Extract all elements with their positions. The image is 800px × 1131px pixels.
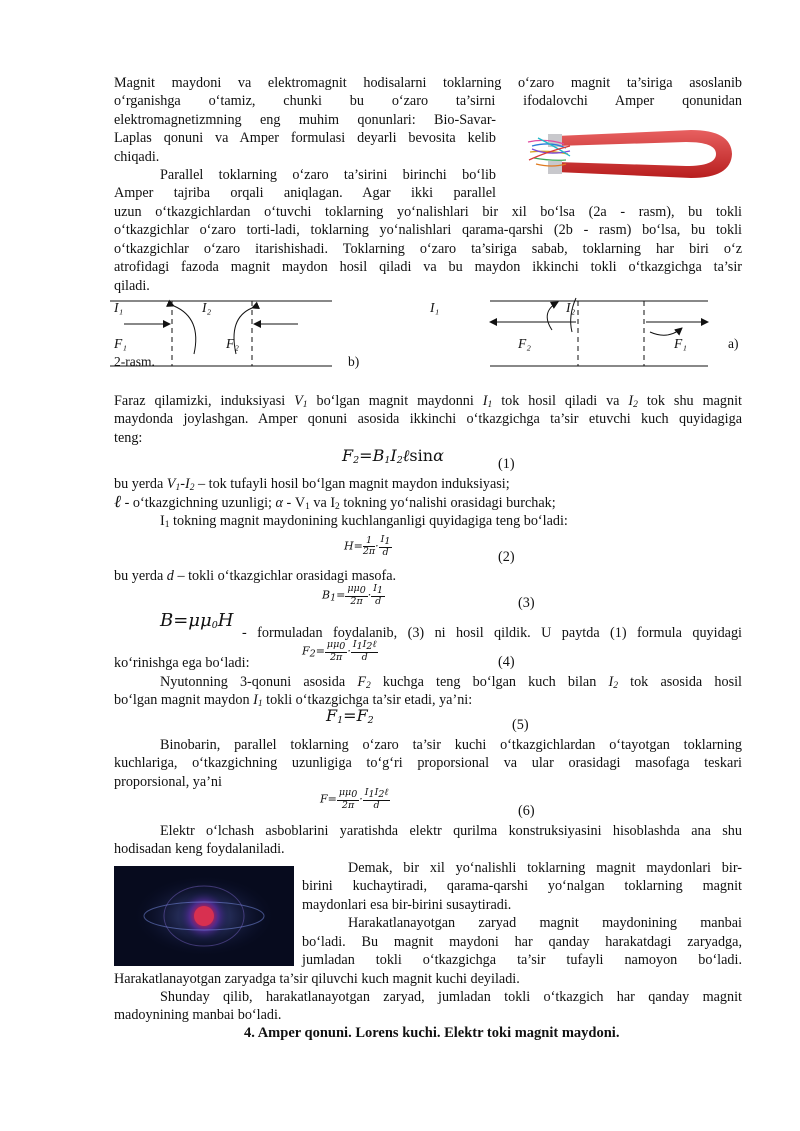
paragraph-line: Shunday qilib, harakatlanayotgan zaryad, jumladan tokli o‘tkazgich har qanday magnit [160, 989, 742, 1005]
equation-number: (6) [518, 803, 535, 819]
paragraph-line: hodisadan keng foydalaniladi. [114, 841, 285, 857]
figure-label-a: a) [728, 336, 739, 351]
equation-number: (2) [498, 549, 515, 565]
paragraph-line: o‘tkazgichlar o‘zaro itarishishadi. Toklarning o‘zaro ta’siriga sabab, toklarning har biri o‘z [114, 241, 742, 257]
section-heading: 4. Amper qonuni. Lorens kuchi. Elektr toki magnit maydoni. [244, 1025, 620, 1041]
paragraph-line: proporsional, ya’ni [114, 774, 222, 790]
paragraph-line: o‘tkazgichlar o‘zaro torti-ladi, toklarning yo‘nalishlari qarama-qarshi (2b - rasm) bo‘lsa, bu tokli [114, 222, 742, 238]
paragraph-line: bu yerda $V_1-I_2$ – tok tufayli hosil bo‘lgan magnit maydon induksiyasi; [114, 476, 510, 493]
equation-5: $F_1=F_2$ [326, 706, 374, 726]
equation-number: (3) [518, 595, 535, 611]
equation-number: (4) [498, 654, 515, 670]
paragraph-line: Faraz qilamizki, induksiyasi $V_1$ bo‘lgan magnit maydonni $I_1$ tok hosil qiladi va $I_2$ tok shu magnit [114, 393, 742, 410]
figure-label-a-i2: I₂ [566, 300, 576, 315]
equation-number: (5) [512, 717, 529, 733]
equation-b: $B=\mu\mu_0H$ [160, 610, 234, 631]
figure-label-a-i1: I₁ [430, 300, 440, 315]
equation-6: F= $\frac{\mu\mu_0}{2\pi}$ · $\frac{I_1I_2\ell}{d}$ [320, 787, 389, 811]
paragraph-line: Harakatlanayotgan zaryadga ta’sir qiluvchi kuch magnit kuchi deyiladi. [114, 971, 520, 987]
paragraph-line: Parallel toklarning o‘zaro ta’sirini birinchi bo‘lib [160, 167, 496, 183]
equation-number: (1) [498, 456, 515, 472]
figure-label-b-f2: F₂ [226, 336, 239, 351]
paragraph-line: - formuladan foydalanib, (3) ni hosil qildik. U paytda (1) formula quyidagi [242, 625, 742, 641]
paragraph-line: Binobarin, parallel toklarning o‘zaro ta’sir kuchi o‘tkazgichlardan o‘tayotgan toklarning [160, 737, 742, 753]
paragraph-line: Amper tajriba orqali aniqlagan. Agar ikki parallel [114, 185, 496, 201]
paragraph-line: Nyutonning 3-qonuni asosida $F_2$ kuchga teng bo‘lgan kuch bilan $I_2$ tok asosida hosil [160, 674, 742, 691]
equation-1: $F_2=B_1I_2\ell\sin\alpha$ [342, 446, 444, 466]
paragraph-line: atrofidagi fazoda magnit maydon hosil qiladi va bu maydon ikkinchi tokli o‘tkazgichga ta’sir [114, 259, 742, 275]
paragraph-line: Harakatlanayotgan zaryad magnit maydonining manbai [348, 915, 742, 931]
equation-4: $F_2=$ $\frac{\mu\mu_0}{2\pi}$ · $\frac{I_1I_2\ell}{d}$ [302, 639, 377, 663]
paragraph-line: jumladan tokli o‘tkazgichga ta’sir tufayli namoyon bo‘ladi. [302, 952, 742, 968]
paragraph-line: bo‘lgan magnit maydon $I_1$ tokli o‘tkazgichga ta’sir etadi, ya’ni: [114, 692, 473, 709]
paragraph-line: madoynining manbai bo‘ladi. [114, 1007, 282, 1023]
figure-label-b-i2: I₂ [202, 300, 212, 315]
paragraph-line: chiqadi. [114, 149, 160, 165]
paragraph-line: birini kuchaytiradi, qarama-qarshi yo‘nalgan toklarning magnit [302, 878, 742, 894]
paragraph-line: elektromagnetizmning eng muhim qonunlari: Bio-Savar- [114, 112, 496, 128]
paragraph-line: maydonlari esa bir-birini susaytiradi. [302, 897, 512, 913]
figure-label-a-f1: F₁ [674, 336, 687, 351]
paragraph-line: ℓ - o‘tkazgichning uzunligi; α - $V_1$ va $I_2$ tokning yo‘nalishi orasidagi burchak; [114, 492, 556, 512]
paragraph-line: maydonda joylashgan. Amper qonuni asosida ikkinchi o‘tkazgichga ta’sir etuvchi kuch quyidagiga [114, 411, 742, 427]
figure-label-b-f1: F₁ [114, 336, 127, 351]
equation-3: $B_1=$ $\frac{\mu\mu_0}{2\pi}$ · $\frac{I_1}{d}$ [322, 583, 384, 607]
paragraph-line: teng: [114, 430, 143, 446]
paragraph-line: Magnit maydoni va elektromagnit hodisalarni toklarning o‘zaro magnit ta’siriga asoslanib [114, 75, 742, 91]
figure-label-b: b) [348, 354, 360, 369]
paragraph-line: kuchlariga, o‘tkazgichning uzunligiga to‘g‘ri proporsional va ular orasidagi masofaga teskari [114, 755, 742, 771]
horseshoe-magnet-image [526, 116, 742, 190]
paragraph-line: Laplas qonuni va Amper formulasi deyarli bevosita kelib [114, 130, 496, 146]
paragraph-line: ko‘rinishga ega bo‘ladi: [114, 655, 250, 671]
paragraph-line: o‘rganishga o‘tamiz, chunki bu o‘zaro ta’sirni ifodalovchi Amper qonunidan [114, 93, 742, 109]
equation-2: H= $\frac{1}{2\pi}$ · $\frac{I_1}{d}$ [344, 534, 391, 558]
paragraph-line: bu yerda d – tokli o‘tkazgichlar orasidagi masofa. [114, 568, 397, 584]
figure-caption: 2-rasm. [114, 354, 155, 369]
paragraph-line: uzun o‘tkazgichlardan o‘tuvchi toklarning yo‘nalishlari bir xil bo‘lsa (2a - rasm), bu tokli [114, 204, 742, 220]
figure-label-a-f2: F₂ [518, 336, 531, 351]
figure-label-b-i1: I₁ [114, 300, 124, 315]
magnetic-field-sphere-image [114, 866, 294, 966]
paragraph-line: Elektr o‘lchash asboblarini yaratishda elektr qurilma konstruksiyasini hisoblashda ana shu [160, 823, 742, 839]
paragraph-line: $I_1$ tokning magnit maydonining kuchlanganligi quyidagiga teng bo‘ladi: [160, 513, 568, 530]
paragraph-line: qiladi. [114, 278, 150, 294]
paragraph-line: bo‘ladi. Bu magnit maydoni har qanday harakatdagi zaryadga, [302, 934, 742, 950]
paragraph-line: Demak, bir xil yo‘nalishli toklarning magnit maydonlari bir- [348, 860, 742, 876]
